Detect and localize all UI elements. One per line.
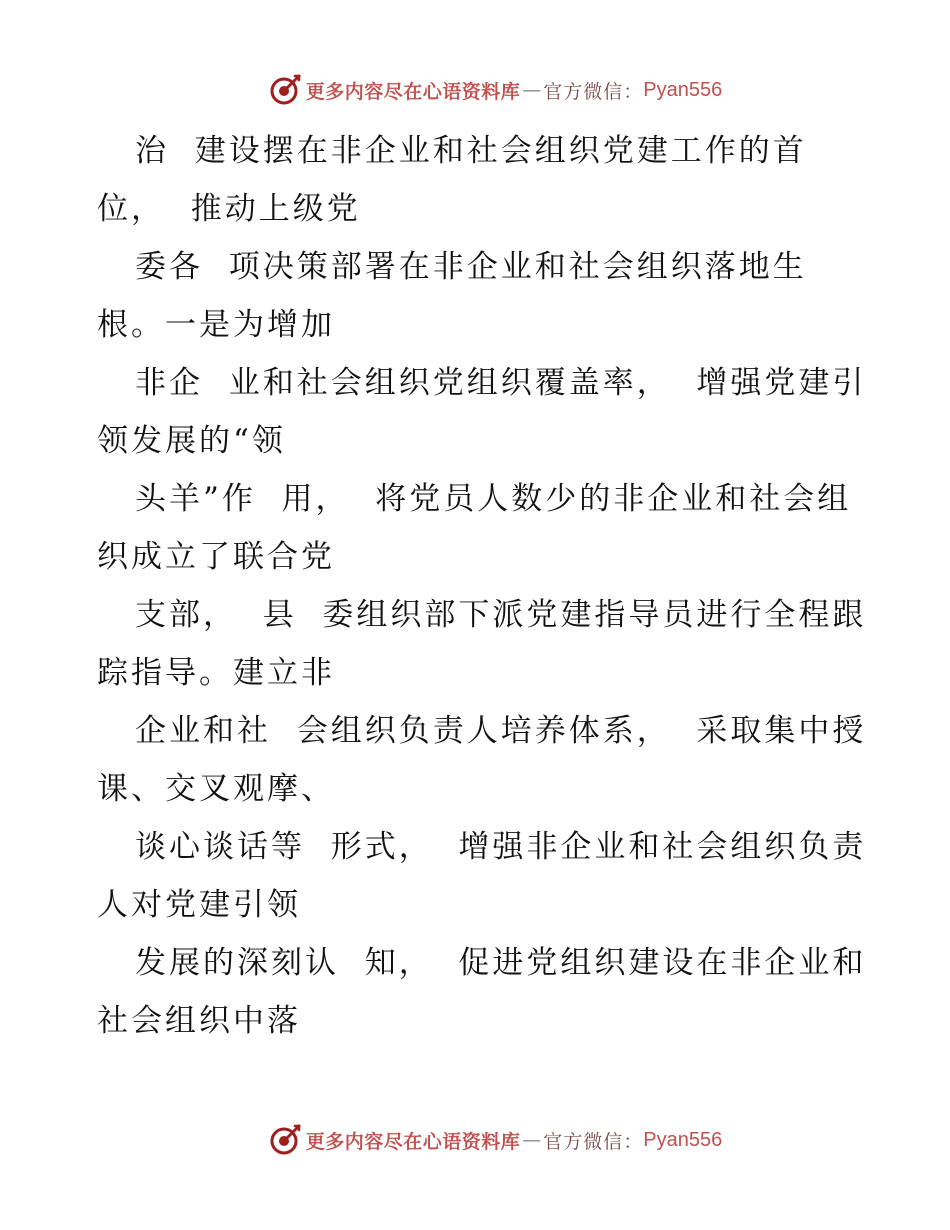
body-line: 踪指导。建立非	[97, 655, 335, 691]
header-separator: —	[522, 79, 542, 101]
body-line: 发展的深刻认 知， 促进党组织建设在非企业和	[135, 945, 867, 981]
footer-site-name: 更多内容尽在心语资料库	[305, 1130, 521, 1153]
brand-logo-icon	[268, 73, 302, 107]
body-line: 非企 业和社会组织党组织覆盖率， 增强党建引	[135, 365, 867, 401]
body-line: 根。一是为增加	[97, 307, 335, 343]
brand-logo-icon	[268, 1123, 302, 1157]
footer-banner-content	[268, 1123, 723, 1157]
body-line: 治 建设摆在非企业和社会组织党建工作的首	[135, 133, 807, 169]
body-line: 委各 项决策部署在非企业和社会组织落地生	[135, 249, 807, 285]
body-line: 人对党建引领	[97, 887, 301, 923]
header-wechat-label: 官方微信：	[543, 80, 644, 103]
footer-separator: —	[522, 1129, 542, 1151]
document-body	[97, 122, 897, 1050]
footer-banner	[0, 1120, 950, 1160]
body-line: 织成立了联合党	[97, 539, 335, 575]
body-line: 领发展的“领	[97, 423, 286, 459]
header-banner	[0, 70, 950, 110]
header-banner-content	[268, 73, 723, 107]
body-line: 企业和社 会组织负责人培养体系， 采取集中授	[135, 713, 867, 749]
header-wechat-id: Pyan556	[643, 78, 723, 101]
header-site-name: 更多内容尽在心语资料库	[305, 80, 521, 103]
body-line: 支部， 县 委组织部下派党建指导员进行全程跟	[135, 597, 867, 633]
body-line: 社会组织中落	[97, 1003, 301, 1039]
body-line: 谈心谈话等 形式， 增强非企业和社会组织负责	[135, 829, 867, 865]
footer-wechat-id: Pyan556	[643, 1128, 723, 1151]
footer-wechat-label: 官方微信：	[543, 1130, 644, 1153]
body-line: 头羊”作 用， 将党员人数少的非企业和社会组	[135, 481, 852, 517]
body-line: 课、交叉观摩、	[97, 771, 335, 807]
body-line: 位， 推动上级党	[97, 191, 361, 227]
